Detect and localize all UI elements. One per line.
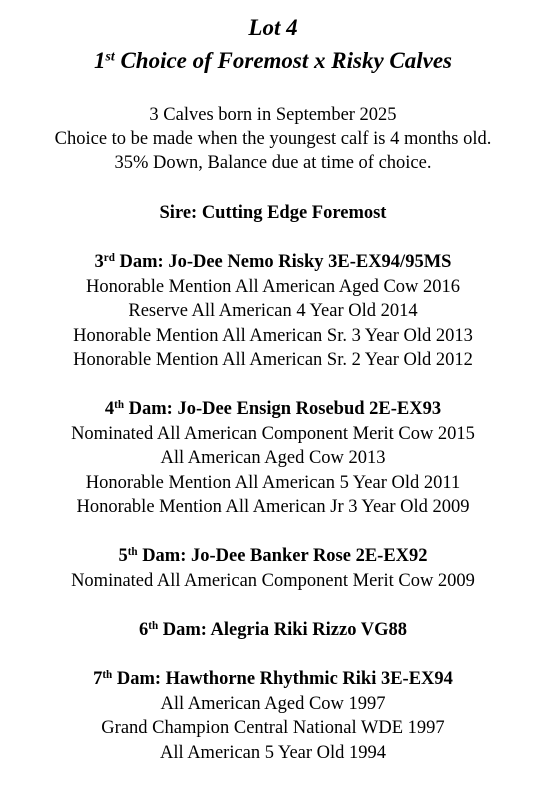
dam-honor: All American Aged Cow 1997 — [160, 694, 386, 714]
dam-name: Dam: Jo-Dee Banker Rose 2E-EX92 — [137, 546, 428, 566]
dam-honor: Honorable Mention All American Jr 3 Year Old 2009 — [76, 497, 470, 517]
dam-honor: Nominated All American Component Merit Cow 2015 — [71, 424, 475, 444]
dam-ordinal-suffix: th — [127, 545, 138, 558]
dam-honor: All American 5 Year Old 1994 — [159, 743, 387, 763]
dam-name: Dam: Hawthorne Rhythmic Riki 3E-EX94 — [112, 669, 453, 689]
dam-ordinal: 3 — [94, 252, 104, 272]
subtitle-ordinal-suffix: st — [105, 48, 115, 64]
dam-ordinal-suffix: th — [102, 668, 113, 681]
dam-honor: Nominated All American Component Merit Cow 2009 — [71, 571, 475, 591]
dam-honor: Honorable Mention All American Sr. 3 Year Old 2013 — [73, 326, 473, 346]
intro-line: Choice to be made when the youngest calf is 4 months old. — [54, 129, 492, 149]
dam-heading — [0, 670, 546, 689]
dam-ordinal: 4 — [104, 399, 115, 419]
sire-heading: Sire: Cutting Edge Foremost — [159, 203, 387, 223]
dam-heading — [0, 621, 546, 640]
dam-name: Dam: Alegria Riki Rizzo VG88 — [158, 620, 407, 640]
dam-honor: All American Aged Cow 2013 — [160, 448, 386, 468]
dam-heading — [0, 253, 546, 272]
dam-honor: Honorable Mention All American Sr. 2 Year Old 2012 — [73, 350, 473, 370]
subtitle-ordinal: 1 — [93, 48, 106, 73]
dam-ordinal: 6 — [139, 620, 149, 640]
dam-heading — [0, 547, 546, 566]
dam-honor: Honorable Mention All American Aged Cow 2016 — [85, 277, 461, 297]
dam-heading — [0, 400, 546, 419]
dam-ordinal: 5 — [118, 546, 128, 566]
lot-title: Lot 4 — [248, 15, 298, 40]
dam-ordinal-suffix: rd — [103, 251, 115, 264]
lot-subtitle — [0, 49, 546, 72]
subtitle-text: Choice of Foremost x Risky Calves — [114, 48, 453, 73]
intro-line: 35% Down, Balance due at time of choice. — [114, 153, 432, 173]
dam-honor: Grand Champion Central National WDE 1997 — [101, 718, 445, 738]
dam-ordinal-suffix: th — [148, 619, 159, 632]
dam-name: Dam: Jo-Dee Ensign Rosebud 2E-EX93 — [124, 399, 442, 419]
dam-honor: Reserve All American 4 Year Old 2014 — [128, 301, 418, 321]
dam-name: Dam: Jo-Dee Nemo Risky 3E-EX94/95MS — [114, 252, 452, 272]
intro-line: 3 Calves born in September 2025 — [149, 105, 397, 125]
dam-ordinal-suffix: th — [114, 398, 125, 411]
dam-honor: Honorable Mention All American 5 Year Old 2011 — [85, 473, 461, 493]
dam-ordinal: 7 — [93, 669, 103, 689]
